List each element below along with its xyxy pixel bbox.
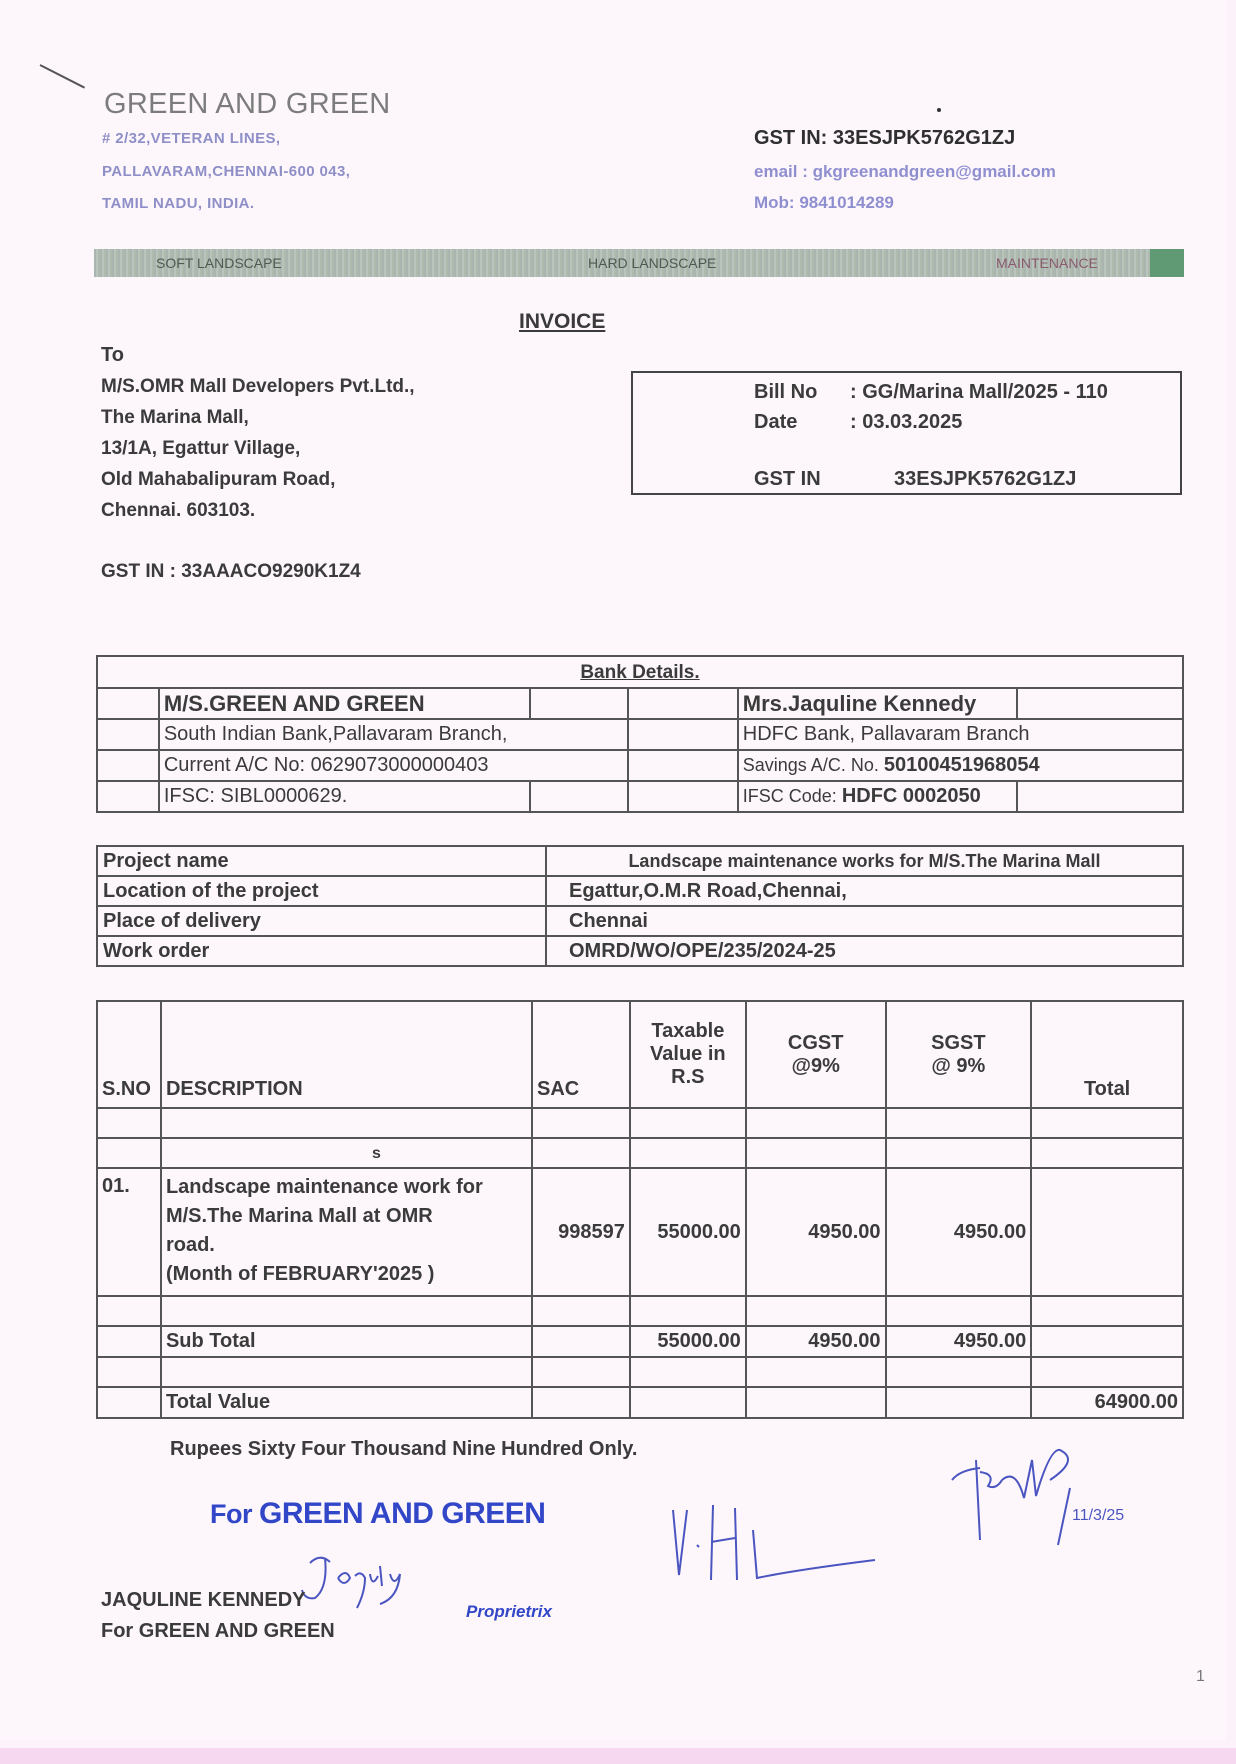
header-total: Total bbox=[1031, 1001, 1183, 1108]
bank-left-branch: South Indian Bank,Pallavaram Branch, bbox=[159, 719, 628, 750]
project-details-table bbox=[96, 845, 1184, 967]
subtotal-row bbox=[97, 1326, 1183, 1357]
banner-endcap bbox=[1150, 249, 1184, 277]
subtotal-cgst: 4950.00 bbox=[746, 1326, 886, 1357]
project-value: OMRD/WO/OPE/235/2024-25 bbox=[546, 936, 1183, 966]
scan-edge bbox=[0, 1748, 1236, 1764]
buyer-line: Old Mahabalipuram Road, bbox=[101, 469, 336, 490]
buyer-line: 13/1A, Egattur Village, bbox=[101, 438, 301, 459]
scan-mark bbox=[40, 64, 85, 88]
bank-details-table bbox=[96, 655, 1184, 813]
signature-jaquley bbox=[280, 1548, 480, 1618]
invoice-items-table bbox=[96, 1000, 1184, 1419]
project-row bbox=[97, 846, 1183, 876]
header-sno: S.NO bbox=[97, 1001, 161, 1108]
item-sac: 998597 bbox=[532, 1168, 630, 1296]
approval-signature-dated bbox=[940, 1440, 1200, 1550]
item-total bbox=[1031, 1168, 1183, 1296]
company-stamp: For GREEN AND GREEN bbox=[210, 1497, 546, 1530]
bank-right-account-number: 50100451968054 bbox=[883, 754, 1040, 776]
project-label: Work order bbox=[97, 936, 546, 966]
project-value: Landscape maintenance works for M/S.The Marina Mall bbox=[546, 846, 1183, 876]
signer-company: For GREEN AND GREEN bbox=[101, 1620, 335, 1642]
company-address-line: TAMIL NADU, INDIA. bbox=[102, 195, 255, 212]
header-sac: SAC bbox=[532, 1001, 630, 1108]
bank-right-ifsc-code: HDFC 0002050 bbox=[841, 785, 981, 807]
blank-row bbox=[97, 1357, 1183, 1387]
header-taxable-value: Taxable Value in R.S bbox=[630, 1001, 746, 1108]
amount-in-words: Rupees Sixty Four Thousand Nine Hundred Only. bbox=[170, 1438, 638, 1460]
company-address-line: # 2/32,VETERAN LINES, bbox=[102, 130, 281, 147]
page-number: 1 bbox=[1196, 1668, 1205, 1685]
invoice-title: INVOICE bbox=[519, 310, 606, 333]
buyer-line: Chennai. 603103. bbox=[101, 500, 256, 521]
header-sgst: SGST @ 9% bbox=[886, 1001, 1032, 1108]
banner-maintenance: MAINTENANCE bbox=[996, 255, 1098, 271]
header-cgst: CGST @9% bbox=[746, 1001, 886, 1108]
project-label: Project name bbox=[97, 846, 546, 876]
bill-gst: 33ESJPK5762G1ZJ bbox=[894, 468, 1077, 490]
item-taxable-value: 55000.00 bbox=[630, 1168, 746, 1296]
project-label: Place of delivery bbox=[97, 906, 546, 936]
bank-left-name: M/S.GREEN AND GREEN bbox=[159, 688, 530, 719]
subtotal-sgst: 4950.00 bbox=[886, 1326, 1032, 1357]
buyer-address bbox=[101, 340, 415, 526]
blank-row bbox=[97, 1138, 1183, 1168]
total-value-row bbox=[97, 1387, 1183, 1418]
bank-left-ifsc: IFSC: SIBL0000629. bbox=[159, 781, 530, 812]
project-value: Egattur,O.M.R Road,Chennai, bbox=[546, 876, 1183, 906]
bank-right-branch: HDFC Bank, Pallavaram Branch bbox=[738, 719, 1183, 750]
services-banner bbox=[94, 249, 1184, 277]
blank-row bbox=[97, 1296, 1183, 1326]
approval-date: 11/3/25 bbox=[1072, 1507, 1125, 1524]
project-row bbox=[97, 876, 1183, 906]
banner-hard-landscape: HARD LANDSCAPE bbox=[588, 255, 717, 271]
bank-right-name: Mrs.Jaquline Kennedy bbox=[738, 688, 1018, 719]
stamp-title: Proprietrix bbox=[466, 1602, 552, 1621]
bill-gst-row bbox=[754, 468, 1076, 491]
bill-number: : GG/Marina Mall/2025 - 110 bbox=[850, 381, 1108, 403]
blank-row bbox=[97, 1108, 1183, 1138]
to-label: To bbox=[101, 344, 124, 366]
bill-date: : 03.03.2025 bbox=[850, 411, 963, 433]
total-value-label: Total Value bbox=[161, 1387, 532, 1418]
approver-signature bbox=[665, 1500, 905, 1590]
banner-soft-landscape: SOFT LANDSCAPE bbox=[156, 255, 282, 271]
bill-gst-label: GST IN bbox=[754, 468, 821, 490]
company-address-line: PALLAVARAM,CHENNAI-600 043, bbox=[102, 163, 351, 180]
buyer-gst: GST IN : 33AAACO9290K1Z4 bbox=[101, 561, 361, 582]
ink-dot bbox=[937, 108, 941, 112]
project-label: Location of the project bbox=[97, 876, 546, 906]
company-mobile: Mob: 9841014289 bbox=[754, 193, 894, 212]
subtotal-taxable: 55000.00 bbox=[630, 1326, 746, 1357]
bill-number-label: Bill No bbox=[754, 381, 818, 403]
table-row bbox=[97, 1168, 1183, 1296]
project-row bbox=[97, 936, 1183, 966]
company-name: GREEN AND GREEN bbox=[104, 88, 391, 120]
bank-right-account: Savings A/C. No. 50100451968054 bbox=[738, 750, 1183, 781]
bill-date-label: Date bbox=[754, 411, 798, 433]
bill-date-row bbox=[754, 411, 962, 434]
subtotal-label: Sub Total bbox=[161, 1326, 532, 1357]
items-header-row bbox=[97, 1001, 1183, 1108]
total-value-amount: 64900.00 bbox=[1031, 1387, 1183, 1418]
company-gst: GST IN: 33ESJPK5762G1ZJ bbox=[754, 127, 1016, 149]
item-cgst: 4950.00 bbox=[746, 1168, 886, 1296]
header-description: DESCRIPTION bbox=[161, 1001, 532, 1108]
project-row bbox=[97, 906, 1183, 936]
item-sgst: 4950.00 bbox=[886, 1168, 1032, 1296]
bank-details-title: Bank Details. bbox=[97, 656, 1183, 688]
buyer-line: M/S.OMR Mall Developers Pvt.Ltd., bbox=[101, 376, 415, 397]
item-sno: 01. bbox=[97, 1168, 161, 1296]
bill-info-box bbox=[631, 371, 1182, 495]
bank-left-account: Current A/C No: 0629073000000403 bbox=[159, 750, 628, 781]
bank-right-ifsc: IFSC Code: HDFC 0002050 bbox=[738, 781, 1018, 812]
company-email: email : gkgreenandgreen@gmail.com bbox=[754, 162, 1056, 181]
bill-number-row bbox=[754, 381, 1108, 404]
project-value: Chennai bbox=[546, 906, 1183, 936]
buyer-line: The Marina Mall, bbox=[101, 407, 249, 428]
handwritten-mark: s bbox=[371, 1145, 381, 1162]
signer-name: JAQULINE KENNEDY bbox=[101, 1589, 306, 1611]
item-description: Landscape maintenance work for M/S.The Marina Mall at OMR road. (Month of FEBRUARY'2025 ) bbox=[161, 1168, 532, 1296]
